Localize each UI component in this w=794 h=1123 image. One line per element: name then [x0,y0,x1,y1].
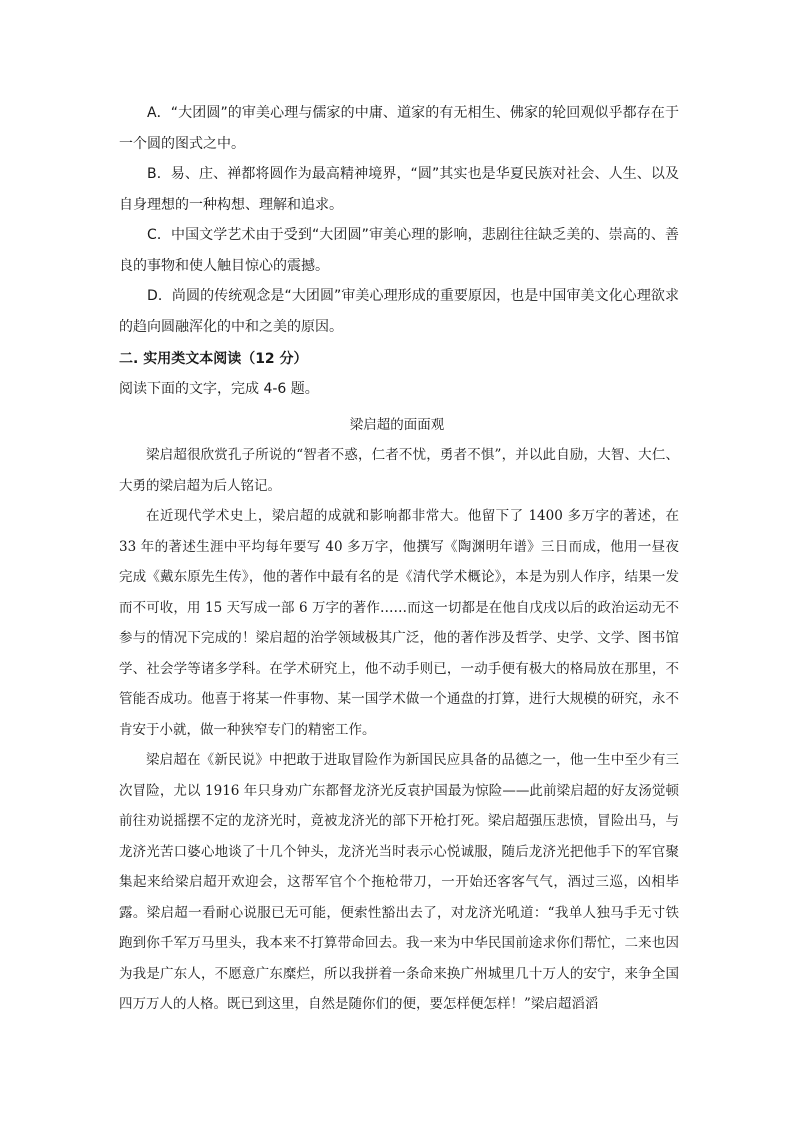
article-paragraph-3: 梁启超在《新民说》中把敢于进取冒险作为新国民应具备的品德之一，他一生中至少有三次冒险，尤以 1916 年只身劝广东都督龙济光反袁护国最为惊险——此前梁启超的好友汤觉顿前往劝说摇摆不定的龙济光时，竟被龙济光的部下开枪打死。梁启超强压悲愤，冒险出马，与龙济光苦口婆心地谈了十几个钟头，龙济光当时表示心悦诚服，随后龙济光把他手下的军官聚集起来给梁启超开欢迎会，这帮军官个个拖枪带刀，一开始还客客气气，酒过三巡，凶相毕露。梁启超一看耐心说服已无可能，便索性豁出去了，对龙济光吼道：“我单人独马手无寸铁跑到你千军万马里头，我本来不打算带命回去。我一来为中华民国前途求你们帮忙，二来也因为我是广东人，不愿意广东糜烂，所以我拼着一条命来换广州城里几十万人的安宁，来争全国四万万人的人格。既已到这里，自然是随你们的便，要怎样便怎样！”梁启超滔滔 [119,752,679,1012]
reading-instruction: 阅读下面的文字，完成 4-6 题。 [119,381,319,397]
option-d: D．尚圆的传统观念是“大团圆”审美心理形成的重要原因，也是中国审美文化心理欲求的趋向圆融浑化的中和之美的原因。 [119,288,679,335]
article-paragraph-1: 梁启超很欣赏孔子所说的“智者不惑，仁者不忧，勇者不惧”，并以此自励，大智、大仁、大勇的梁启超为后人铭记。 [119,447,679,494]
section-heading: 二. 实用类文本阅读（12 分） [119,351,308,367]
option-b: B．易、庄、禅都将圆作为最高精神境界，“圆”其实也是华夏民族对社会、人生、以及自身理想的一种构想、理解和追求。 [119,166,679,213]
article-body [119,440,679,1020]
option-c: C．中国文学艺术由于受到“大团圆”审美心理的影响，悲剧往往缺乏美的、崇高的、善良的事物和使人触目惊心的震撼。 [119,227,679,274]
article-paragraph-2: 在近现代学术史上，梁启超的成就和影响都非常大。他留下了 1400 多万字的著述，在 33 年的著述生涯中平均每年要写 40 多万字，他撰写《陶渊明年谱》三日而成，他用一昼夜完成《戴东原先生传》，他的著作中最有名的是《清代学术概论》，本是为别人作序，结果一发而不可收，用 15 天写成一部 6 万字的著作……而这一切都是在他自戊戌以后的政治运动无不参与的情况下完成的！梁启超的治学领域极其广泛，他的著作涉及哲学、史学、文学、图书馆学、社会学等诸多学科。在学术研究上，他不动手则已，一动手便有极大的格局放在那里，不管能否成功。他喜于将某一件事物、某一国学术做一个通盘的打算，进行大规模的研究，永不肯安于小就，做一种狭窄专门的精密工作。 [119,508,679,738]
article-title: 梁启超的面面观 [349,417,445,433]
option-a: A．“大团圆”的审美心理与儒家的中庸、道家的有无相生、佛家的轮回观似乎都存在于一个圆的图式之中。 [119,105,679,152]
answer-options [119,98,679,342]
